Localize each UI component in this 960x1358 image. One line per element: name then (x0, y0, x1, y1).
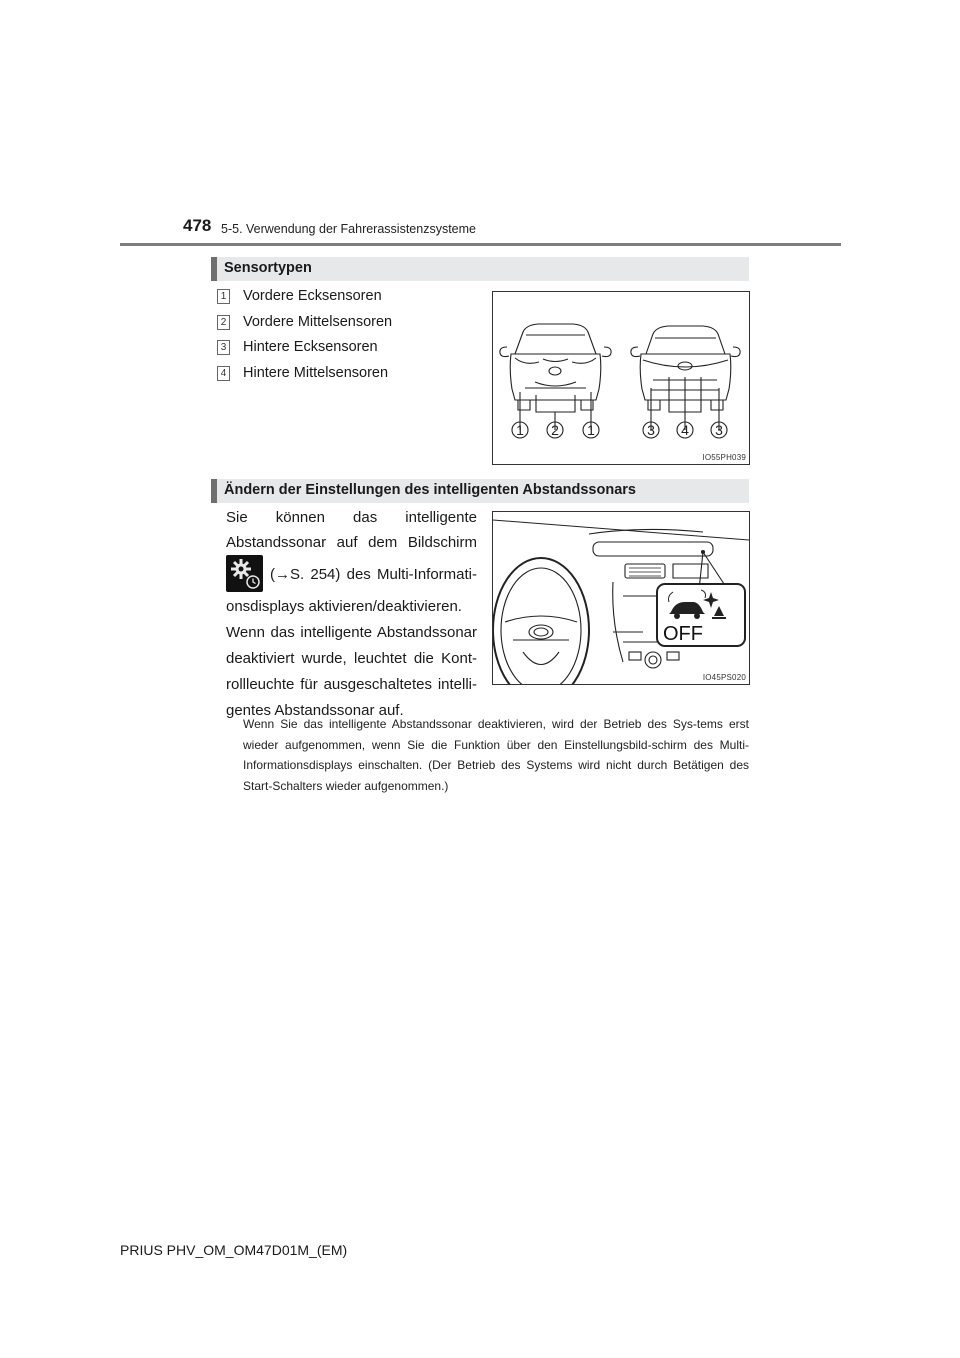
para1-line3: (→S. 254) des Multi-Informati- (270, 566, 477, 583)
para1-line1: Sie können das intelligente (226, 509, 477, 526)
section-title: Ändern der Einstellungen des intelligenten Abstandssonars (224, 482, 636, 498)
sensor-label-rear-corner: Hintere Ecksensoren (243, 339, 378, 355)
figure-code: IO45PS020 (702, 673, 746, 682)
gear-icon-graphic (226, 555, 263, 592)
off-indicator-text: OFF (663, 623, 703, 645)
callout-1a: 1 (516, 422, 524, 438)
sensor-label-front-corner: Vordere Ecksensoren (243, 288, 382, 304)
car-front-rear-illustration (493, 292, 749, 464)
section-accent (211, 257, 217, 281)
callout-4: 4 (681, 422, 689, 438)
note-text: Wenn Sie das intelligente Abstandssonar deaktivieren, wird der Betrieb des Sys-tems erst wieder aufgenommen, wenn Sie die Funktion über den Einstellungsbild-schirm des Multi-Informationsdisplays einschalten. (Der Betrieb des Systems wird nicht durch Betätigen des Start-Schalters wieder aufgenommen.) (243, 717, 749, 793)
page-number: 478 (183, 216, 212, 235)
item-number-3: 3 (217, 340, 230, 355)
section-title: Sensortypen (224, 260, 312, 276)
para1-line2: Abstandssonar auf dem Bildschirm (226, 534, 477, 551)
section-heading-settings (211, 479, 749, 503)
callout-2: 2 (551, 422, 559, 438)
section-heading-sensortypen (211, 257, 749, 281)
footer-manual-code: PRIUS PHV_OM_OM47D01M_(EM) (120, 1242, 348, 1258)
callout-3b: 3 (715, 422, 723, 438)
dashboard-illustration (493, 512, 749, 684)
sensor-label-rear-center: Hintere Mittelsensoren (243, 365, 389, 381)
dashboard-figure (492, 511, 750, 685)
sensor-figure (492, 291, 750, 465)
callout-1b: 1 (587, 422, 595, 438)
para2: Wenn das intelligente Abstandssonar deaktiviert wurde, leuchtet die Kont-rollleuchte für ausgeschaltetes intelli-gentes Abstandssonar auf. (226, 624, 477, 719)
chapter-title: 5-5. Verwendung der Fahrerassistenzsysteme (221, 222, 476, 236)
sensor-label-front-center: Vordere Mittelsensoren (243, 314, 393, 330)
settings-gear-icon (226, 555, 263, 592)
para1-line4: onsdisplays aktivieren/deaktivieren. (226, 598, 462, 615)
header-divider (120, 243, 841, 246)
section-accent (211, 479, 217, 503)
callout-3a: 3 (647, 422, 655, 438)
item-number-2: 2 (217, 315, 230, 330)
figure-code: IO55PH039 (702, 453, 746, 462)
item-number-4: 4 (217, 366, 230, 381)
item-number-1: 1 (217, 289, 230, 304)
